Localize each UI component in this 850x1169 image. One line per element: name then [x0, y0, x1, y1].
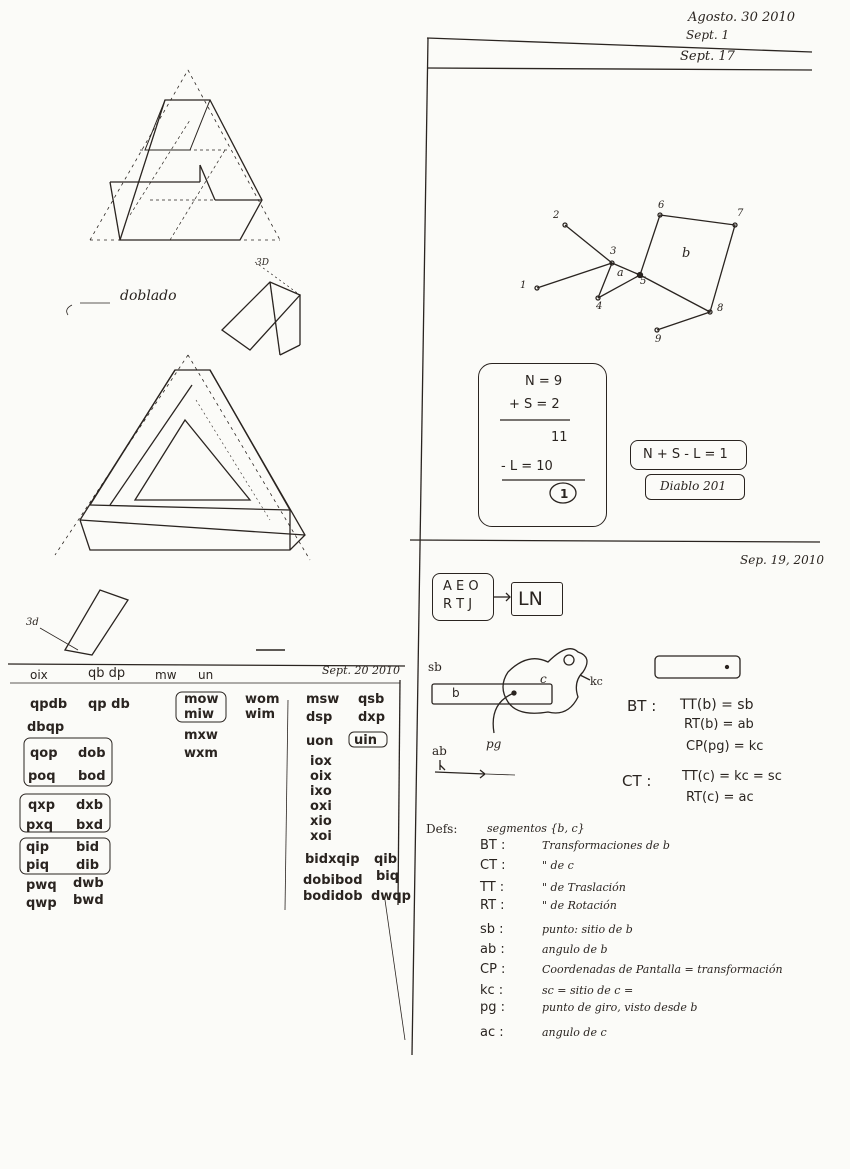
node-label: 8 — [717, 303, 724, 314]
pattern-word: qib — [374, 852, 398, 867]
pattern-word: iox — [310, 754, 332, 769]
def-row — [480, 1025, 607, 1040]
kc-label: kc — [590, 675, 603, 688]
def-text: Coordenadas de Pantalla = transformación — [542, 963, 783, 976]
pattern-word: xoi — [310, 829, 332, 844]
def-row — [480, 962, 783, 977]
pattern-word: oxi — [310, 799, 332, 814]
pattern-word: biq — [376, 869, 400, 884]
diablo-label: Diablo 201 — [660, 479, 727, 493]
face-label: b — [682, 246, 691, 261]
pattern-word: wxm — [184, 746, 218, 761]
pattern-word: qop — [30, 746, 58, 761]
def-row — [480, 942, 608, 957]
pg-label: pg — [486, 737, 502, 751]
node-label: 3 — [610, 246, 617, 257]
def-row — [480, 880, 626, 895]
folded-piece-sketch — [222, 262, 300, 355]
euler-formula: N + S - L = 1 — [643, 447, 728, 462]
def-text: punto de giro, visto desde b — [542, 1001, 698, 1014]
def-text: angulo de b — [542, 943, 608, 956]
def-key: ab : — [480, 942, 505, 957]
pattern-word: xio — [310, 814, 332, 829]
pattern-word: bodidob — [303, 889, 363, 904]
pattern-word: bwd — [73, 893, 104, 908]
calc-line: N = 9 — [525, 374, 563, 389]
face-label: a — [617, 266, 624, 279]
impossible-triangle-sketch-2 — [55, 355, 310, 560]
def-text: Transformaciones de b — [542, 839, 670, 852]
diablo-box — [645, 474, 745, 500]
label-3d-top: 3D — [256, 258, 269, 268]
sep20-header-item: mw — [155, 668, 177, 682]
pattern-word: miw — [184, 707, 215, 722]
pattern-word: ixo — [310, 784, 332, 799]
header-date-3: Sept. 17 — [680, 49, 735, 64]
pattern-word: piq — [26, 858, 50, 873]
pattern-word: dwqp — [371, 889, 411, 904]
def-text: " de Traslación — [542, 881, 626, 894]
header-date-2: Sept. 1 — [686, 28, 730, 42]
ab-label: ab — [432, 744, 447, 758]
ln-box — [511, 582, 563, 616]
def-key: CP : — [480, 962, 506, 977]
header-rule-2 — [427, 68, 812, 70]
pattern-word: msw — [306, 692, 340, 707]
pattern-word: dobibod — [303, 873, 363, 888]
pattern-word: qp db — [88, 697, 130, 712]
b-segment-label: b — [452, 686, 460, 700]
bt-line: CP(pg) = kc — [686, 739, 764, 754]
header-rule — [427, 38, 812, 52]
pattern-word: dxb — [76, 798, 103, 813]
euler-formula-box — [630, 440, 747, 470]
node-label: 1 — [520, 280, 527, 291]
pattern-word: pxq — [26, 818, 53, 833]
letters-box — [432, 573, 494, 621]
node-label: 2 — [553, 210, 560, 221]
pattern-word: poq — [28, 769, 56, 784]
calc-line: 11 — [551, 430, 568, 445]
pattern-word: qxp — [28, 798, 55, 813]
def-row — [480, 1000, 697, 1015]
small-3d-piece-sketch — [40, 590, 285, 655]
letters-line: R T J — [443, 597, 473, 612]
pattern-word: wim — [245, 707, 276, 722]
defs-intro: segmentos {b, c} — [487, 822, 585, 835]
bt-line: TT(b) = sb — [680, 697, 754, 713]
label-3d-bottom: 3d — [26, 617, 39, 628]
pattern-word: qsb — [358, 692, 385, 707]
def-key: RT : — [480, 898, 505, 913]
node-label: 4 — [596, 301, 603, 312]
pattern-word: dsp — [306, 710, 333, 725]
def-key: sb : — [480, 922, 504, 937]
def-text: " de c — [542, 859, 574, 872]
defs-title: Defs: — [426, 822, 458, 836]
letters-line: A E O — [443, 579, 479, 594]
pattern-word: wom — [245, 692, 280, 707]
c-segment-label: c — [540, 672, 547, 686]
pattern-word: pwq — [26, 878, 57, 893]
def-key: kc : — [480, 983, 504, 998]
ct-line: RT(c) = ac — [686, 790, 754, 805]
sep20-header-item: oix — [30, 668, 48, 682]
pattern-word: uin — [354, 733, 377, 748]
def-row — [480, 898, 617, 913]
right-section-divider — [410, 540, 820, 542]
pattern-word: dxp — [358, 710, 385, 725]
pattern-word: mxw — [184, 728, 218, 743]
def-text: sc = sitio de c = — [542, 984, 634, 997]
sep19-date: Sep. 19, 2010 — [740, 553, 825, 567]
impossible-triangle-sketch-1 — [90, 70, 280, 240]
sep20-header-item: qb dp — [88, 666, 126, 681]
calc-line: + S = 2 — [509, 397, 560, 412]
def-key: pg : — [480, 1000, 506, 1015]
def-row — [480, 838, 670, 853]
def-row — [480, 983, 633, 998]
def-row — [480, 858, 574, 873]
node-label: 7 — [737, 208, 744, 219]
calc-result: 1 — [560, 487, 569, 501]
pattern-word: mow — [184, 692, 219, 707]
pattern-word: bidxqip — [305, 852, 360, 867]
pattern-word: dob — [78, 746, 106, 761]
bt-label: BT : — [627, 697, 657, 715]
pattern-word: oix — [310, 769, 332, 784]
pattern-word: bod — [78, 769, 106, 784]
node-label: 9 — [655, 334, 662, 345]
ln-label: LN — [518, 588, 543, 610]
sb-label: sb — [428, 660, 442, 674]
center-divider — [412, 38, 428, 1055]
calc-line: - L = 10 — [501, 459, 553, 474]
pattern-word: qwp — [26, 896, 57, 911]
def-text: " de Rotación — [542, 899, 617, 912]
euler-calc-box — [478, 363, 607, 527]
pattern-word: uon — [306, 734, 334, 749]
def-key: TT : — [480, 880, 505, 895]
segment-sketch — [432, 649, 590, 778]
graph-diagram — [535, 213, 737, 332]
def-key: BT : — [480, 838, 506, 853]
ct-line: TT(c) = kc = sc — [682, 769, 782, 784]
sep20-date: Sept. 20 2010 — [322, 664, 400, 677]
node-label: 5 — [640, 276, 647, 287]
ct-label: CT : — [622, 772, 652, 790]
node-label: 6 — [658, 200, 665, 211]
def-key: CT : — [480, 858, 506, 873]
pattern-word: bid — [76, 840, 100, 855]
pattern-word: qpdb — [30, 697, 68, 712]
pattern-word: dwb — [73, 876, 104, 891]
def-row — [480, 922, 633, 937]
header-date-1: Agosto. 30 2010 — [688, 10, 796, 25]
pattern-word: dbqp — [27, 720, 65, 735]
doblado-caption: doblado — [120, 288, 177, 304]
bt-line: RT(b) = ab — [684, 717, 754, 732]
pattern-word: qip — [26, 840, 50, 855]
pattern-word: bxd — [76, 818, 103, 833]
sep20-header-item: un — [198, 668, 214, 682]
def-text: angulo de c — [542, 1026, 607, 1039]
pattern-word: dib — [76, 858, 100, 873]
def-text: punto: sitio de b — [542, 923, 633, 936]
def-key: ac : — [480, 1025, 504, 1040]
